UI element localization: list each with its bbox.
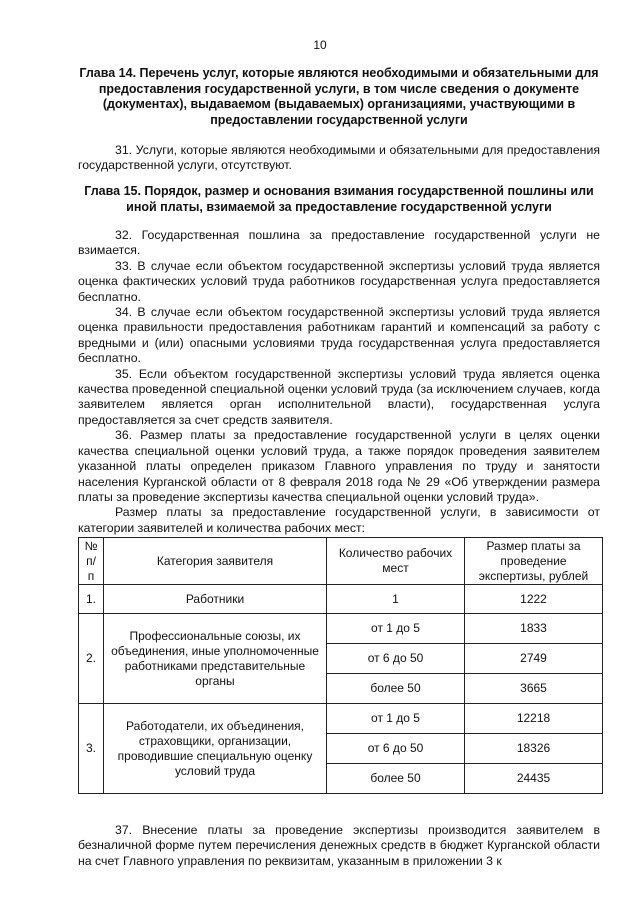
chapter-14-heading: Глава 14. Перечень услуг, которые являются необходимыми и обязательными для предоставления государственной услуги, в том числе сведения о документе (документах), выдаваемом (выдаваемых) организациями, участвующими в предоставлении государственной услуги (79, 66, 599, 127)
paragraph-36: 36. Размер платы за предоставление государственной услуги в целях оценки качества специальной оценки условий труда, а также порядок проведения заявителем указанной платы определен приказом Главного управления по труду и занятости населения Курганской области от 8 февраля 2018 года № 29 «Об утверждении размера платы за проведение экспертизы качества специальной оценки условий труда». (78, 428, 600, 504)
row2-workplaces-1: от 1 до 5 (327, 614, 465, 644)
paragraph-34: 34. В случае если объектом государственной экспертизы условий труда является оценка правильности предоставления работникам гарантий и компенсаций за работу с вредными и (или) опасными условиями труда государственная услуга предоставляется бесплатно. (78, 305, 600, 366)
row2-category: Профессиональные союзы, их объединения, иные уполномоченные работниками представительные органы (104, 614, 327, 704)
page-number: 10 (313, 38, 327, 52)
row3-fee-1: 12218 (465, 704, 603, 734)
row2-workplaces-2: от 6 до 50 (327, 644, 465, 674)
row2-num: 2. (79, 614, 104, 704)
row1-workplaces: 1 (327, 585, 465, 614)
header-num: № п/п (79, 538, 104, 585)
paragraph-37-block (78, 823, 600, 869)
row3-workplaces-2: от 6 до 50 (327, 734, 465, 764)
row2-workplaces-3: более 50 (327, 674, 465, 704)
row1-category: Работники (104, 585, 327, 614)
row2-fee-1: 1833 (465, 614, 603, 644)
row1-fee: 1222 (465, 585, 603, 614)
paragraph-32: 32. Государственная пошлина за предоставление государственной услуги не взимается. (78, 228, 600, 258)
row2-fee-3: 3665 (465, 674, 603, 704)
chapter-15-body (78, 228, 600, 536)
row1-num: 1. (79, 585, 104, 614)
header-category: Категория заявителя (104, 538, 327, 585)
header-workplaces: Количество рабочих мест (327, 538, 465, 585)
paragraph-31-text: 31. Услуги, которые являются необходимыми и обязательными для предоставления государственной услуги, отсутствуют. (78, 143, 600, 173)
row3-workplaces-3: более 50 (327, 764, 465, 794)
fee-table-header-row (79, 538, 603, 585)
paragraph-35: 35. Если объектом государственной экспертизы условий труда является оценка качества проведенной специальной оценки условий труда (за исключением случаев, когда заявителем является орган исполнительной власти), государственная услуга предоставляется за счет средств заявителя. (78, 366, 600, 427)
table-row (79, 614, 603, 644)
paragraph-31 (78, 143, 600, 174)
paragraph-37: 37. Внесение платы за проведение экспертизы производится заявителем в безналичной форме путем перечисления денежных средств в бюджет Курганской области на счет Главного управления по реквизитам, указанным в приложении 3 к (78, 823, 600, 868)
row2-fee-2: 2749 (465, 644, 603, 674)
row3-workplaces-1: от 1 до 5 (327, 704, 465, 734)
paragraph-fee-intro: Размер платы за предоставление государственной услуги, в зависимости от категории заявителей и количества рабочих мест: (78, 505, 600, 535)
row3-num: 3. (79, 704, 104, 794)
chapter-15-heading: Глава 15. Порядок, размер и основания взимания государственной пошлины или иной платы, взимаемой за предоставление государственной услуги (84, 184, 594, 214)
table-row (79, 704, 603, 734)
row3-category: Работодатели, их объединения, страховщики, организации, проводившие специальную оценку условий труда (104, 704, 327, 794)
fee-table (78, 537, 603, 794)
row3-fee-3: 24435 (465, 764, 603, 794)
table-row (79, 585, 603, 614)
header-fee: Размер платы за проведение экспертизы, рублей (465, 538, 603, 585)
row3-fee-2: 18326 (465, 734, 603, 764)
paragraph-33: 33. В случае если объектом государственной экспертизы условий труда является оценка фактических условий труда работников государственная услуга предоставляется бесплатно. (78, 258, 600, 304)
